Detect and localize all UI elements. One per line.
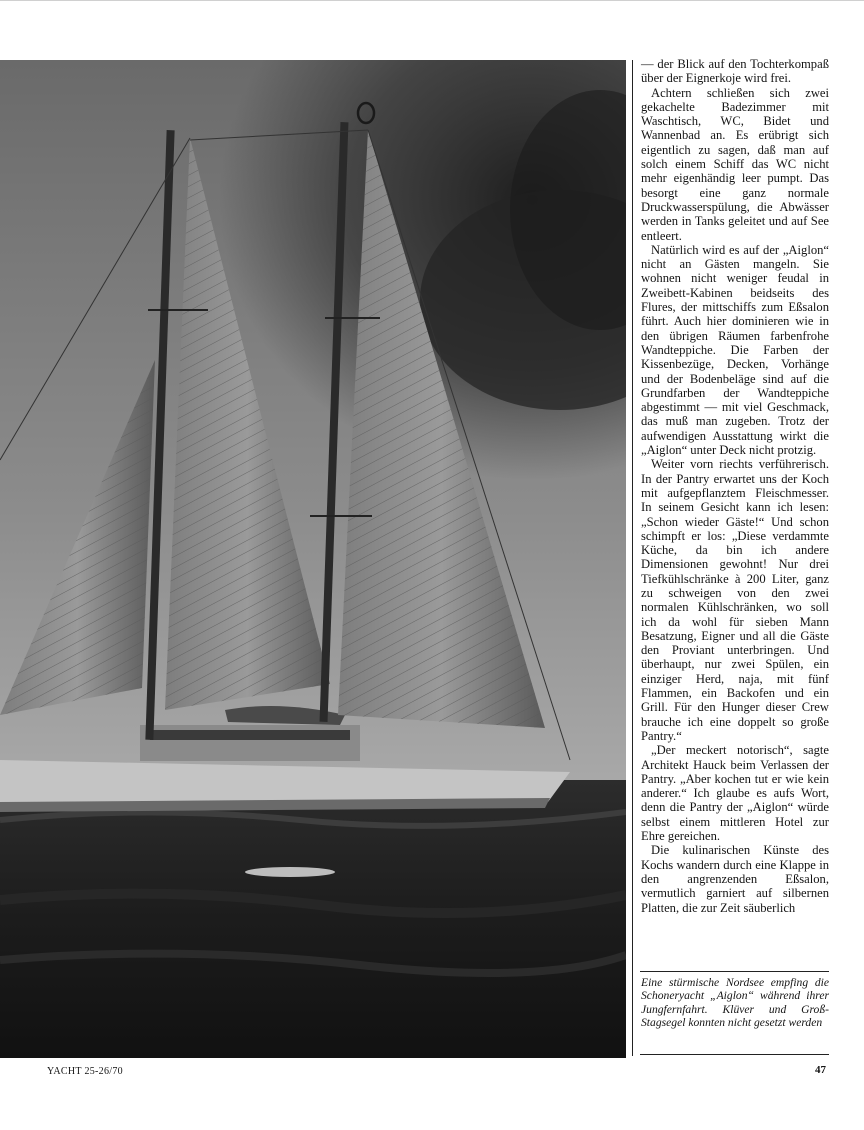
page-number: 47 [815, 1064, 826, 1076]
photo-caption: Eine stürmische Nordsee empfing die Schoneryacht „Aiglon“ während ihrer Jungfernfahrt. Klüver und Groß-Stagsegel konnten nicht gesetzt werden [641, 976, 829, 1029]
page-top-rule [0, 0, 864, 1]
schooner-photo [0, 60, 626, 1058]
column-rule [632, 60, 633, 1056]
caption-top-rule [640, 971, 829, 972]
caption-bottom-rule [640, 1054, 829, 1055]
article-paragraph: „Der meckert notorisch“, sagte Architekt Hauck beim Verlassen der Pantry. „Aber kochen tut er wie kein anderer.“ Ich glaube es aufs Wort, denn die Pantry der „Aiglon“ würde selbst einem mittleren Hotel zur Ehre gereichen. [641, 743, 829, 844]
article-paragraph: Weiter vorn riechts verführerisch. In der Pantry erwartet uns der Koch mit aufgepflanztem Fleischmesser. In seinem Gesicht kann ich lesen: „Schon wieder Gäste!“ Und schon schimpft er los: „Diese verdammte Küche, da bin ich andere Dimensionen gewohnt! Nur drei Tiefkühlschränke à 200 Liter, ganz zu schweigen von den zwei normalen Kühlschränken, wo soll ich da wohl für sieben Mann Besatzung, Eigner und all die Gäste den Proviant unterbringen. Und überhaupt, nur zwei Spülen, ein einziger Herd, naja, mit fünf Flammen, ein Backofen und ein Grill. Für den Hunger dieser Crew brauche ich eine doppelt so große Pantry.“ [641, 457, 829, 743]
article-paragraph: Natürlich wird es auf der „Aiglon“ nicht an Gästen mangeln. Sie wohnen nicht weniger feudal in Zweibett-Kabinen beidseits des Flures, der mittschiffs zum Eßsalon führt. Auch hier dominieren wie in den übrigen Räumen farbenfrohe Wandteppiche. Die Farben der Kissenbezüge, Decken, Vorhänge und der Bodenbeläge sind auf die Grundfarben der Wandteppiche abgestimmt — mit viel Geschmack, das muß man zugeben. Trotz der aufwendigen Ausstattung wirkt die „Aiglon“ unter Deck nicht protzig. [641, 242, 829, 458]
article-paragraph: Die kulinarischen Künste des Kochs wandern durch eine Klappe in den angrenzenden Eßsalon, vermutlich garniert auf silbernen Platten, die zur Zeit säuberlich [641, 843, 829, 915]
magazine-issue: YACHT 25-26/70 [47, 1066, 123, 1077]
article-column [641, 57, 829, 915]
article-paragraph: Achtern schließen sich zwei gekachelte Badezimmer mit Waschtisch, WC, Bidet und Wannenbad an. Es erübrigt sich eigentlich zu sagen, daß man auf solch einem Schiff das WC nicht mehr eigenhändig leer pumpt. Das besorgt eine ganz normale Druckwasserspülung, die Abwässer werden in Tanks geleitet und auf See entleert. [641, 85, 829, 243]
article-paragraph: — der Blick auf den Tochterkompaß über der Eignerkoje wird frei. [641, 57, 829, 86]
